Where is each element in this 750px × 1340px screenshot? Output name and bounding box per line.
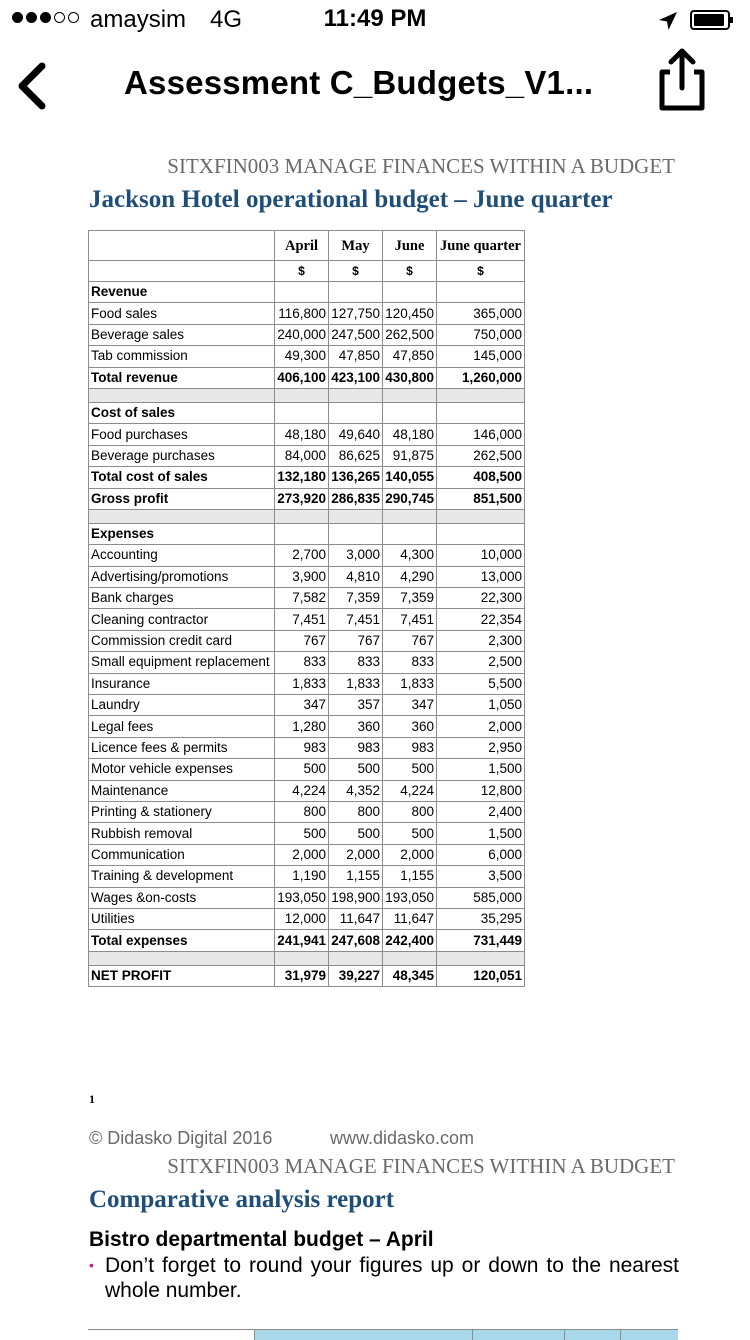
value-cell [329,523,383,544]
value-cell [383,402,437,423]
value-cell: 132,180 [275,467,329,488]
column-header: April [275,231,329,261]
bullet-text: Don’t forget to round your figures up or down to the nearest whole number. [105,1254,679,1302]
section-heading: Comparative analysis report [89,1186,395,1213]
value-cell: 146,000 [437,424,525,445]
row-label: Beverage sales [89,324,275,345]
value-cell: 262,500 [437,445,525,466]
next-table-header-cell [254,1330,678,1340]
chevron-left-icon [10,58,58,114]
value-cell: 35,295 [437,908,525,929]
value-cell: 116,800 [275,303,329,324]
table-row [89,324,525,345]
table-row [89,445,525,466]
value-cell [383,388,437,402]
value-cell [275,523,329,544]
value-cell [275,402,329,423]
value-cell: 247,500 [329,324,383,345]
row-label: Training & development [89,866,275,887]
value-cell: 120,051 [437,965,525,986]
table-header-row [89,231,525,261]
value-cell: 127,750 [329,303,383,324]
value-cell: 273,920 [275,488,329,509]
table-row [89,866,525,887]
value-cell: 2,000 [329,844,383,865]
value-cell: 140,055 [383,467,437,488]
value-cell: 1,260,000 [437,367,525,388]
row-label: Laundry [89,695,275,716]
value-cell: 360 [383,716,437,737]
value-cell: 500 [383,759,437,780]
row-label: Food sales [89,303,275,324]
value-cell: 4,224 [275,780,329,801]
location-arrow-icon [657,10,679,32]
table-row [89,930,525,951]
row-label: Rubbish removal [89,823,275,844]
value-cell: 5,500 [437,673,525,694]
value-cell: 12,000 [275,908,329,929]
value-cell: 1,050 [437,695,525,716]
value-cell: 500 [275,759,329,780]
value-cell: 48,180 [275,424,329,445]
value-cell: 983 [329,737,383,758]
row-label: Printing & stationery [89,801,275,822]
value-cell: 3,000 [329,545,383,566]
budget-title: Jackson Hotel operational budget – June quarter [89,186,613,213]
table-row [89,467,525,488]
value-cell: 4,352 [329,780,383,801]
table-row [89,346,525,367]
value-cell: 851,500 [437,488,525,509]
row-label: Cleaning contractor [89,609,275,630]
table-row [89,652,525,673]
table-row [89,780,525,801]
document-header: SITXFIN003 MANAGE FINANCES WITHIN A BUDGET [167,154,675,178]
row-label: Bank charges [89,588,275,609]
table-row [89,673,525,694]
value-cell: 84,000 [275,445,329,466]
value-cell: 500 [329,759,383,780]
value-cell: 247,608 [329,930,383,951]
page-number: 1 [89,1092,95,1106]
column-header: May [329,231,383,261]
value-cell: 500 [383,823,437,844]
value-cell: 48,180 [383,424,437,445]
table-row [89,630,525,651]
value-cell: 833 [329,652,383,673]
value-cell: 2,000 [383,844,437,865]
budget-table [88,230,525,987]
value-cell: 1,500 [437,759,525,780]
row-label: Total cost of sales [89,467,275,488]
value-cell [329,951,383,965]
table-row [89,609,525,630]
table-row [89,908,525,929]
value-cell: 4,300 [383,545,437,566]
value-cell: 3,500 [437,866,525,887]
table-row [89,695,525,716]
value-cell: 47,850 [383,346,437,367]
row-label: Motor vehicle expenses [89,759,275,780]
table-row [89,759,525,780]
value-cell: 423,100 [329,367,383,388]
value-cell: 1,833 [383,673,437,694]
value-cell [437,402,525,423]
value-cell: 262,500 [383,324,437,345]
carrier-name: amaysim [90,6,187,33]
value-cell: 767 [329,630,383,651]
value-cell [275,951,329,965]
value-cell: 7,451 [275,609,329,630]
value-cell: 800 [383,801,437,822]
spacer-row [89,951,525,965]
value-cell: 22,300 [437,588,525,609]
document-header-page-2: SITXFIN003 MANAGE FINANCES WITHIN A BUDGET [167,1154,675,1178]
value-cell: 767 [383,630,437,651]
sub-heading: Bistro departmental budget – April [89,1228,434,1251]
value-cell: 3,900 [275,566,329,587]
section-row [89,282,525,303]
value-cell [329,282,383,303]
row-label: Beverage purchases [89,445,275,466]
value-cell: 10,000 [437,545,525,566]
unit-cell: $ [329,261,383,282]
value-cell: 86,625 [329,445,383,466]
row-label [89,388,275,402]
bullet-item [89,1253,679,1303]
value-cell: 833 [383,652,437,673]
status-bar [0,0,750,40]
column-header: June quarter [437,231,525,261]
value-cell: 406,100 [275,367,329,388]
value-cell: 1,833 [275,673,329,694]
row-label: Total expenses [89,930,275,951]
value-cell: 800 [329,801,383,822]
value-cell: 1,280 [275,716,329,737]
unit-cell: $ [275,261,329,282]
next-table-divider [254,1330,255,1340]
section-row [89,402,525,423]
value-cell: 983 [383,737,437,758]
table-row [89,424,525,445]
row-label: Legal fees [89,716,275,737]
value-cell: 4,224 [383,780,437,801]
value-cell [437,523,525,544]
value-cell: 2,000 [437,716,525,737]
status-time: 11:49 PM [323,5,427,32]
value-cell: 7,359 [383,588,437,609]
share-button[interactable] [654,46,710,112]
row-label: Commission credit card [89,630,275,651]
value-cell [275,388,329,402]
value-cell [383,282,437,303]
table-row [89,887,525,908]
row-label: Utilities [89,908,275,929]
value-cell: 357 [329,695,383,716]
unit-cell: $ [437,261,525,282]
row-label: Total revenue [89,367,275,388]
value-cell: 6,000 [437,844,525,865]
value-cell: 1,833 [329,673,383,694]
value-cell: 731,449 [437,930,525,951]
table-row [89,488,525,509]
table-row [89,965,525,986]
row-label: Wages &on-costs [89,887,275,908]
table-row [89,823,525,844]
value-cell: 430,800 [383,367,437,388]
value-cell: 2,950 [437,737,525,758]
value-cell [275,509,329,523]
value-cell [437,388,525,402]
value-cell: 500 [275,823,329,844]
value-cell: 193,050 [383,887,437,908]
value-cell [437,282,525,303]
column-header [89,231,275,261]
table-row [89,844,525,865]
value-cell: 347 [383,695,437,716]
value-cell: 145,000 [437,346,525,367]
table-row [89,588,525,609]
row-label: Licence fees & permits [89,737,275,758]
value-cell: 833 [275,652,329,673]
network-type: 4G [210,6,243,33]
value-cell: 240,000 [275,324,329,345]
value-cell: 7,451 [329,609,383,630]
value-cell [437,951,525,965]
next-table-divider [472,1330,473,1340]
value-cell: 767 [275,630,329,651]
table-row [89,303,525,324]
value-cell: 2,500 [437,652,525,673]
value-cell [437,509,525,523]
value-cell: 585,000 [437,887,525,908]
value-cell: 12,800 [437,780,525,801]
next-table-divider [564,1330,565,1340]
value-cell: 47,850 [329,346,383,367]
section-row [89,523,525,544]
table-row [89,545,525,566]
unit-cell [89,261,275,282]
value-cell: 750,000 [437,324,525,345]
value-cell: 360 [329,716,383,737]
value-cell: 7,359 [329,588,383,609]
next-table-top-edge [88,1329,678,1340]
row-label: Tab commission [89,346,275,367]
value-cell [329,509,383,523]
next-table-divider [620,1330,621,1340]
table-row [89,367,525,388]
row-label: Small equipment replacement [89,652,275,673]
value-cell: 4,810 [329,566,383,587]
value-cell: 39,227 [329,965,383,986]
value-cell: 2,300 [437,630,525,651]
value-cell: 7,451 [383,609,437,630]
value-cell: 286,835 [329,488,383,509]
value-cell: 136,265 [329,467,383,488]
value-cell [275,282,329,303]
value-cell: 4,290 [383,566,437,587]
row-label: Cost of sales [89,402,275,423]
row-label: Maintenance [89,780,275,801]
bullet-marker: • [89,1257,94,1273]
row-label: Advertising/promotions [89,566,275,587]
row-label: Gross profit [89,488,275,509]
value-cell [329,388,383,402]
footer-copyright: © Didasko Digital 2016 [89,1128,273,1148]
value-cell: 365,000 [437,303,525,324]
row-label: Insurance [89,673,275,694]
value-cell: 49,300 [275,346,329,367]
spacer-row [89,388,525,402]
row-label: Revenue [89,282,275,303]
row-label [89,509,275,523]
table-row [89,566,525,587]
column-header: June [383,231,437,261]
value-cell: 241,941 [275,930,329,951]
value-cell: 198,900 [329,887,383,908]
back-button[interactable] [10,58,58,114]
value-cell: 1,155 [383,866,437,887]
value-cell: 48,345 [383,965,437,986]
value-cell: 11,647 [383,908,437,929]
row-label: Food purchases [89,424,275,445]
battery-icon [690,10,734,30]
value-cell: 2,700 [275,545,329,566]
value-cell: 91,875 [383,445,437,466]
value-cell: 408,500 [437,467,525,488]
table-row [89,801,525,822]
spacer-row [89,509,525,523]
value-cell: 31,979 [275,965,329,986]
value-cell: 1,155 [329,866,383,887]
table-row [89,716,525,737]
value-cell: 22,354 [437,609,525,630]
document-title: Assessment C_Budgets_V1... [124,64,594,101]
value-cell: 13,000 [437,566,525,587]
value-cell: 290,745 [383,488,437,509]
value-cell: 983 [275,737,329,758]
value-cell: 2,400 [437,801,525,822]
row-label: Accounting [89,545,275,566]
row-label [89,951,275,965]
value-cell: 1,190 [275,866,329,887]
value-cell: 193,050 [275,887,329,908]
units-row [89,261,525,282]
row-label: Expenses [89,523,275,544]
value-cell: 242,400 [383,930,437,951]
value-cell: 1,500 [437,823,525,844]
value-cell [383,509,437,523]
value-cell: 500 [329,823,383,844]
value-cell: 347 [275,695,329,716]
value-cell: 2,000 [275,844,329,865]
row-label: Communication [89,844,275,865]
value-cell: 7,582 [275,588,329,609]
value-cell [383,523,437,544]
value-cell [383,951,437,965]
table-row [89,737,525,758]
row-label: NET PROFIT [89,965,275,986]
value-cell: 800 [275,801,329,822]
value-cell: 49,640 [329,424,383,445]
footer-url: www.didasko.com [330,1128,475,1148]
value-cell: 11,647 [329,908,383,929]
unit-cell: $ [383,261,437,282]
value-cell: 120,450 [383,303,437,324]
value-cell [329,402,383,423]
share-icon [654,46,710,112]
